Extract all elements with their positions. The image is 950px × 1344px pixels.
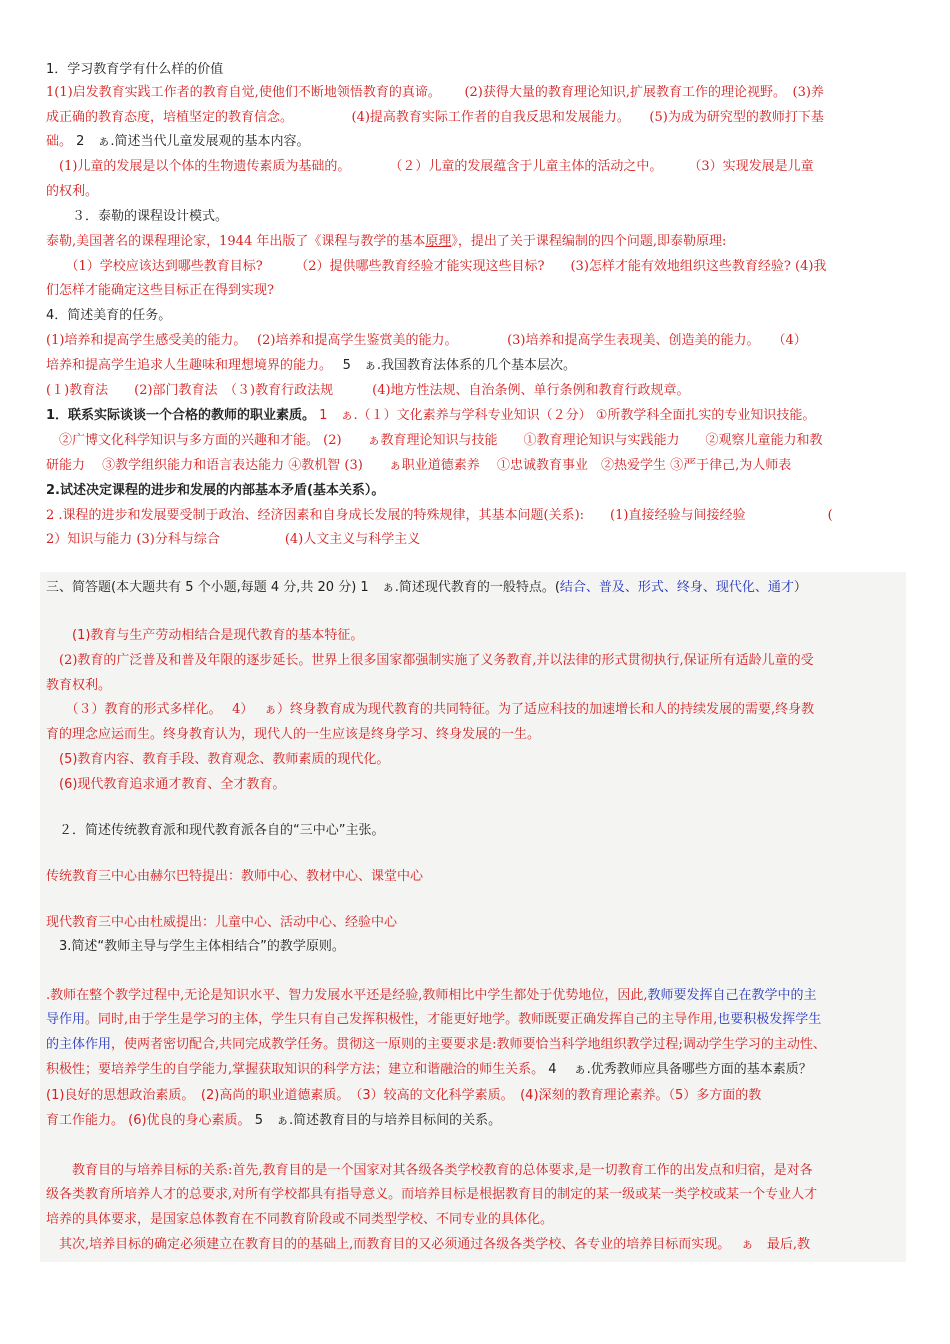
text-run: 1 ぁ.（１）文化素养与学科专业知识（２分） ①所教学科全面扎实的专业知识技能。 (315, 408, 816, 423)
text-line (46, 1108, 908, 1133)
text-run: 4 ぁ.优秀教师应具备哪些方面的基本素质？ (544, 1062, 812, 1077)
text-line (46, 204, 908, 229)
text-run: 们怎样才能确定这些目标正在得到实现? (46, 283, 274, 298)
text-line (46, 1207, 908, 1232)
text-run: 也要积极发挥学生 (717, 1012, 822, 1027)
text-line (46, 129, 908, 154)
text-run: .教师在整个教学过程中,无论是知识水平、智力发展水平还是经验,教师相比中学生都处于优势地位，因此, (46, 988, 648, 1003)
text-line (46, 57, 908, 82)
text-run: 三、简答题(本大题共有 5 个小题,每题 4 分,共 20 分) 1 ぁ.简述现代教育的一般特点。( (46, 580, 560, 595)
text-run: 传统教育三中心由赫尔巴特提出：教师中心、教材中心、课堂中心 (46, 869, 424, 884)
text-run: 1．联系实际谈谈一个合格的教师的职业素质。 (46, 408, 316, 423)
text-line (46, 328, 908, 353)
text-run: （1）学校应该达到哪些教育目标? （2）提供哪些教育经验才能实现这些目标? (3)怎样才能有效地组织这些教育经验? (4)我 (46, 259, 827, 274)
text-run: 5 ぁ.我国教育法体系的几个基本层次。 (325, 358, 577, 373)
text-line (46, 527, 908, 552)
text-line (46, 105, 908, 130)
text-run: 育的理念应运而生。终身教育认为，现代人的一生应该是终身学习、终身发展的一生。 (46, 727, 541, 742)
text-line (46, 80, 908, 105)
text-run: 4．简述美育的任务。 (46, 308, 172, 323)
text-line (46, 673, 908, 698)
text-line (46, 1057, 908, 1082)
text-line (46, 864, 908, 889)
text-run: 》，提出了关于课程编制的四个问题,即泰勒原理: (451, 234, 727, 249)
text-run: 育工作能力。 (6)优良的身心素质。 (46, 1113, 251, 1128)
text-run: 级各类教育所培养人才的总要求,对所有学校都具有指导意义。而培养目标是根据教育目的制定的某一级或某一类学校或某一个专业人才 (46, 1187, 818, 1202)
text-run: 导作用 (46, 1012, 86, 1027)
text-line (46, 818, 908, 843)
text-line (46, 1007, 908, 1032)
text-run: 教育权利。 (46, 678, 112, 693)
text-line (46, 453, 908, 478)
text-line (46, 910, 908, 935)
text-line (46, 478, 908, 503)
text-line (46, 428, 908, 453)
text-line (46, 648, 908, 673)
text-run: (１)教育法 (2)部门教育法 （３)教育行政法规 (4)地方性法规、自治条例、单行条例和教育行政规章。 (46, 383, 690, 398)
text-run: (1)培养和提高学生感受美的能力。 (2)培养和提高学生鉴赏美的能力。 (3)培养和提高学生表现美、创造美的能力。 （4） (46, 333, 807, 348)
text-run: 2 ぁ.简述当代儿童发展观的基本内容。 (72, 134, 310, 149)
text-run: ） (793, 580, 807, 595)
text-run: 培养的具体要求，是国家总体教育在不同教育阶段或不同类型学校、不同专业的具体化。 (46, 1212, 554, 1227)
text-run: (2)教育的广泛普及和普及年限的逐步延长。世界上很多国家都强制实施了义务教育,并以法律的形式贯彻执行,保证所有适龄儿童的受 (46, 653, 814, 668)
text-run: ②广博文化科学知识与多方面的兴趣和才能。 (2) ぁ教育理论知识与技能 ①教育理论知识与实践能力 ②观察儿童能力和教 (46, 433, 823, 448)
text-run: (1)良好的思想政治素质。 (2)高尚的职业道德素质。 （3）较高的文化科学素质。 (4)深刻的教育理论素养。（5）多方面的教 (46, 1088, 762, 1103)
text-line (46, 1083, 908, 1108)
text-run: 2.试述决定课程的进步和发展的内部基本矛盾(基本关系）。 (46, 483, 385, 498)
text-run: 现代教育三中心由杜威提出：儿童中心、活动中心、经验中心 (46, 915, 398, 930)
text-line (46, 1032, 908, 1057)
text-run: (1)儿童的发展是以个体的生物遗传素质为基础的。 （２）儿童的发展蕴含于儿童主体的活动之中。 （3）实现发展是儿童 (46, 159, 814, 174)
text-run: 成正确的教育态度，培植坚定的教育信念。 (4)提高教育实际工作者的自我反思和发展能力。 (5)为成为研究型的教师打下基 (46, 110, 824, 125)
text-line (46, 303, 908, 328)
text-run: 2 .课程的进步和发展要受制于政治、经济因素和自身成长发展的特殊规律，其基本问题(关系): (1)直接经验与间接经验 ( (46, 508, 833, 523)
text-line (46, 1158, 908, 1183)
text-line (46, 154, 908, 179)
text-run: 泰勒,美国著名的课程理论家，1944 年出版了《课程与教学的基本 (46, 234, 426, 249)
text-run: （３）教育的形式多样化。 4） ぁ）终身教育成为现代教育的共同特征。为了适应科技的加速增长和人的持续发展的需要,终身教 (46, 702, 815, 717)
text-run: (6)现代教育追求通才教育、全才教育。 (46, 777, 286, 792)
text-line (46, 179, 908, 204)
text-run: 5 ぁ.简述教育目的与培养目标间的关系。 (250, 1113, 502, 1128)
text-run: 教师要发挥自己在教学中的主 (647, 988, 817, 1003)
text-line (46, 983, 908, 1008)
text-line (46, 254, 908, 279)
text-run: 积极性；要培养学生的自学能力,掌握获取知识的科学方法；建立和谐融洽的师生关系。 (46, 1062, 545, 1077)
text-line (46, 378, 908, 403)
text-line (46, 278, 908, 303)
text-run: 结合、普及、形式、终身、现代化、通才 (559, 580, 794, 595)
text-line (46, 229, 908, 254)
text-line (46, 747, 908, 772)
text-run: 的权利。 (46, 184, 99, 199)
text-line (46, 697, 908, 722)
text-run: 3.简述“教师主导与学生主体相结合”的教学原则。 (46, 939, 345, 954)
text-run: 原理 (425, 234, 452, 249)
text-line (46, 503, 908, 528)
text-run: 。同时,由于学生是学习的主体，学生只有自己发挥积极性，才能更好地学。教师既要正确发挥自己的主导作用, (85, 1012, 718, 1027)
text-line (46, 623, 908, 648)
text-line (46, 403, 908, 428)
text-run: 2）知识与能力 (3)分科与综合 (4)人文主义与科学主义 (46, 532, 421, 547)
text-run: ２．简述传统教育派和现代教育派各自的“三中心”主张。 (46, 823, 385, 838)
text-run: 础。 (46, 134, 73, 149)
text-run: ，使两者密切配合,共同完成教学任务。贯彻这一原则的主要要求是:教师要恰当科学地组织教学过程;调动学生学习的主动性、 (111, 1037, 826, 1052)
text-line (46, 1232, 908, 1257)
text-run: 1(1)启发教育实践工作者的教育自觉,使他们不断地领悟教育的真谛。 (2)获得大量的教育理论知识,扩展教育工作的理论视野。 (3)养 (46, 85, 824, 100)
text-run: 教育目的与培养目标的关系:首先,教育目的是一个国家对其各级各类学校教育的总体要求,是一切教育工作的出发点和归宿，是对各 (46, 1163, 813, 1178)
text-line (46, 575, 908, 600)
text-run: 1．学习教育学有什么样的价值 (46, 62, 224, 77)
text-line (46, 934, 908, 959)
text-run: 培养和提高学生追求人生趣味和理想境界的能力。 (46, 358, 326, 373)
text-line (46, 353, 908, 378)
text-line (46, 722, 908, 747)
text-line (46, 772, 908, 797)
text-run: 其次,培养目标的确定必须建立在教育目的的基础上,而教育目的又必须通过各级各类学校、各专业的培养目标而实现。 ぁ 最后,教 (46, 1237, 811, 1252)
text-run: 研能力 ③教学组织能力和语言表达能力 ④教机智 (3) ぁ职业道德素养 ①忠诚教育事业 ②热爱学生 ③严于律己,为人师表 (46, 458, 792, 473)
text-run: ３．泰勒的课程设计模式。 (46, 209, 229, 224)
text-line (46, 1182, 908, 1207)
text-run: (1)教育与生产劳动相结合是现代教育的基本特征。 (46, 628, 364, 643)
text-run: (5)教育内容、教育手段、教育观念、教师素质的现代化。 (46, 752, 390, 767)
text-run: 的主体作用 (46, 1037, 112, 1052)
